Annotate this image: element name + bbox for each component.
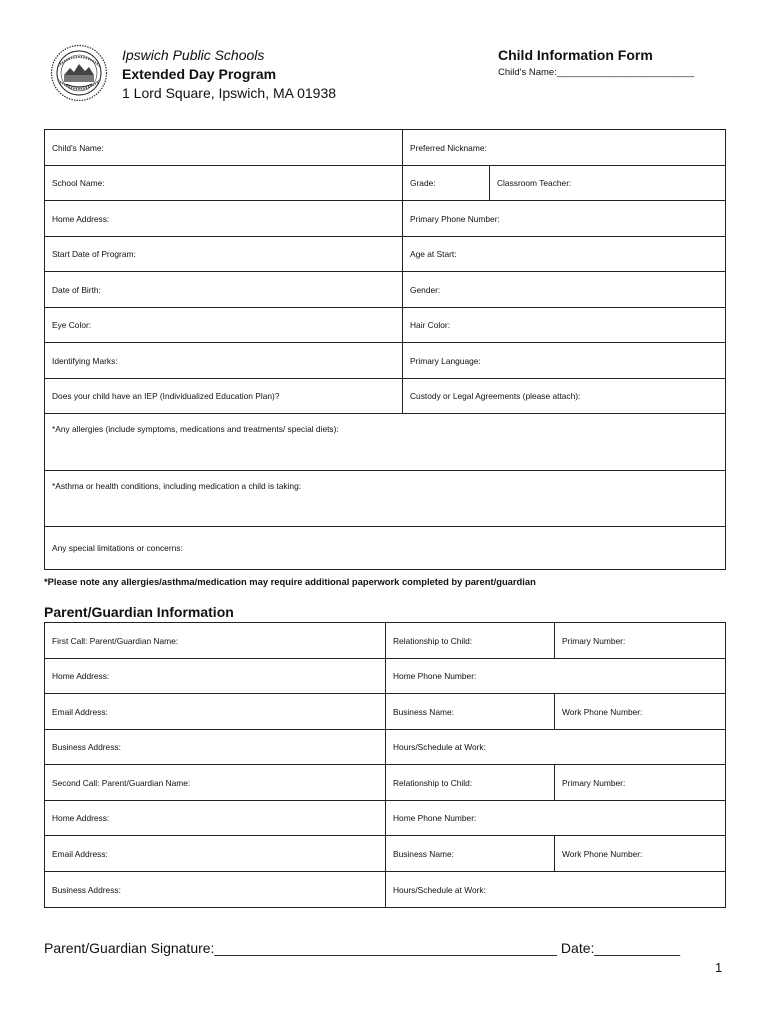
custody-field[interactable]: Custody or Legal Agreements (please attach): [403,379,726,414]
school-header [122,46,336,103]
gender-field[interactable]: Gender: [403,272,726,308]
parent-guardian-table [44,622,726,908]
child-information-table [44,129,726,570]
second-call-relationship-field[interactable]: Relationship to Child: [386,765,555,801]
program-name: Extended Day Program [122,66,277,82]
first-call-home-address-field[interactable]: Home Address: [45,659,386,694]
age-at-start-field[interactable]: Age at Start: [403,237,726,272]
first-call-primary-number-field[interactable]: Primary Number: [555,623,726,659]
first-call-email-field[interactable]: Email Address: [45,694,386,730]
primary-phone-field[interactable]: Primary Phone Number: [403,201,726,237]
iep-field[interactable]: Does your child have an IEP (Individualized Education Plan)? [45,379,403,414]
childs-name-field[interactable]: Child's Name: [45,130,403,166]
date-of-birth-field[interactable]: Date of Birth: [45,272,403,308]
school-name-field[interactable]: School Name: [45,166,403,201]
second-call-hours-field[interactable]: Hours/Schedule at Work: [386,872,726,908]
second-call-name-field[interactable]: Second Call: Parent/Guardian Name: [45,765,386,801]
allergy-note: *Please note any allergies/asthma/medication may require additional paperwork completed by parent/guardian [44,576,536,587]
second-call-work-phone-field[interactable]: Work Phone Number: [555,836,726,872]
second-call-home-phone-field[interactable]: Home Phone Number: [386,801,726,836]
parent-section-title: Parent/Guardian Information [44,604,234,620]
first-call-work-phone-field[interactable]: Work Phone Number: [555,694,726,730]
school-seal-logo [50,44,108,102]
identifying-marks-field[interactable]: Identifying Marks: [45,343,403,379]
second-call-home-address-field[interactable]: Home Address: [45,801,386,836]
first-call-relationship-field[interactable]: Relationship to Child: [386,623,555,659]
allergies-field[interactable]: *Any allergies (include symptoms, medications and treatments/ special diets): [45,414,726,471]
header-childs-name-field[interactable]: Child's Name:__________________________ [498,67,695,78]
preferred-nickname-field[interactable]: Preferred Nickname: [403,130,726,166]
second-call-primary-number-field[interactable]: Primary Number: [555,765,726,801]
school-address: 1 Lord Square, Ipswich, MA 01938 [122,85,337,101]
start-date-field[interactable]: Start Date of Program: [45,237,403,272]
first-call-hours-field[interactable]: Hours/Schedule at Work: [386,730,726,765]
first-call-name-field[interactable]: First Call: Parent/Guardian Name: [45,623,386,659]
page-number: 1 [715,960,723,975]
classroom-teacher-field[interactable]: Classroom Teacher: [490,166,726,201]
hair-color-field[interactable]: Hair Color: [403,308,726,343]
asthma-health-field[interactable]: *Asthma or health conditions, including medication a child is taking: [45,471,726,527]
district-name: Ipswich Public Schools [122,47,265,63]
form-header [498,46,694,78]
second-call-business-name-field[interactable]: Business Name: [386,836,555,872]
eye-color-field[interactable]: Eye Color: [45,308,403,343]
second-call-email-field[interactable]: Email Address: [45,836,386,872]
first-call-business-name-field[interactable]: Business Name: [386,694,555,730]
primary-language-field[interactable]: Primary Language: [403,343,726,379]
first-call-home-phone-field[interactable]: Home Phone Number: [386,659,726,694]
special-limitations-field[interactable]: Any special limitations or concerns: [45,527,726,570]
home-address-field[interactable]: Home Address: [45,201,403,237]
form-title: Child Information Form [498,47,653,63]
first-call-business-address-field[interactable]: Business Address: [45,730,386,765]
grade-field[interactable]: Grade: [403,166,490,201]
second-call-business-address-field[interactable]: Business Address: [45,872,386,908]
signature-date-line[interactable]: Parent/Guardian Signature:____________________________________________ Date:___________ [44,940,681,956]
